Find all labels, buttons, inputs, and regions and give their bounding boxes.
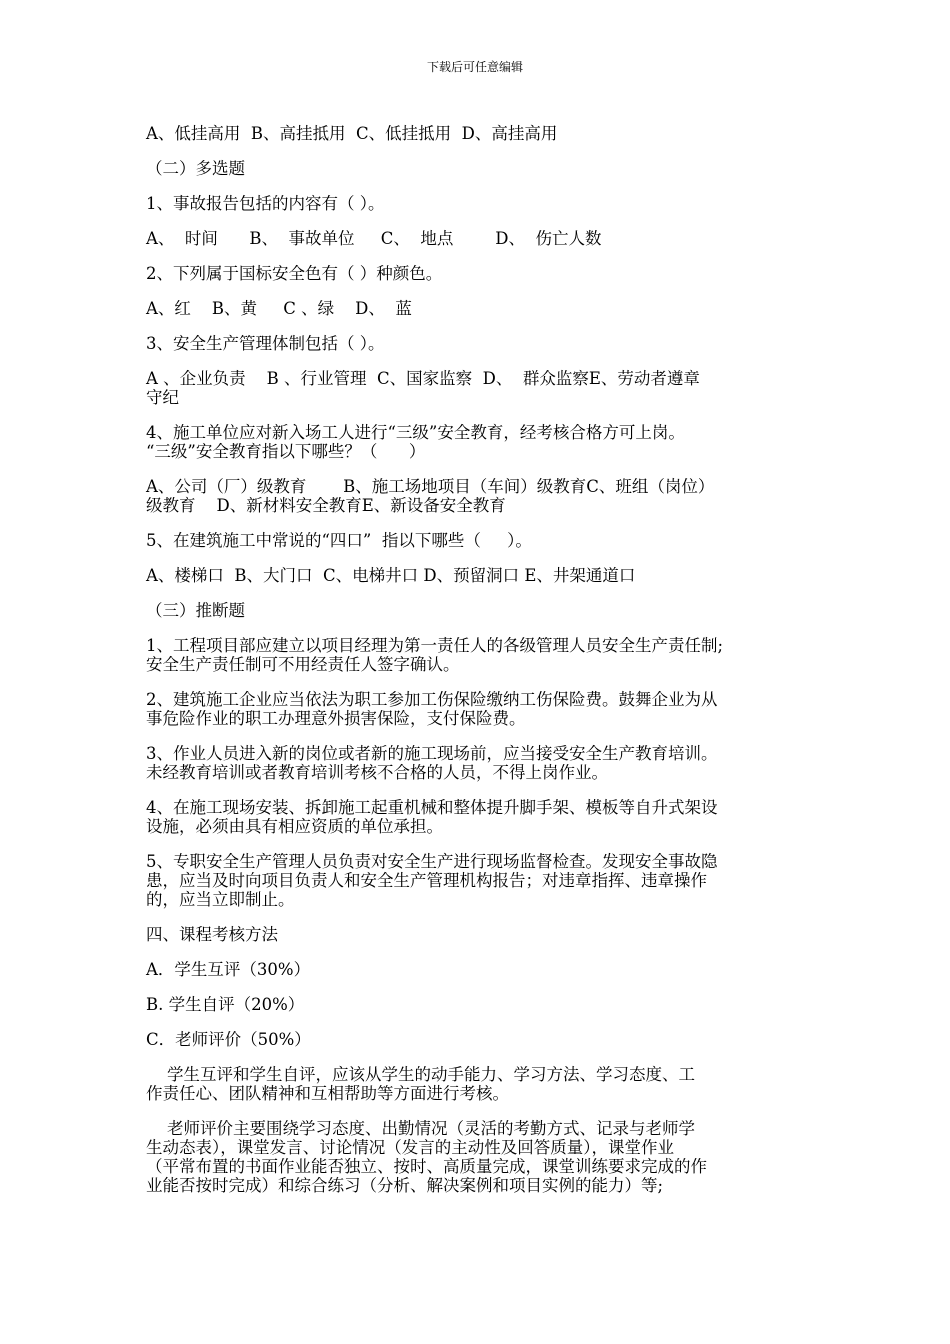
text-line: 级教育 D、新材料安全教育E、新设备安全教育 <box>146 496 506 515</box>
text-line: A、 时间 B、 事故单位 C、 地点 D、 伤亡人数 <box>146 229 602 248</box>
text-line: 5、专职安全生产管理人员负责对安全生产进行现场监督检查。发现安全事故隐 <box>146 852 718 871</box>
paragraph <box>146 798 818 836</box>
text-line: 1、事故报告包括的内容有（ ）。 <box>146 194 385 213</box>
text-line: 3、安全生产管理体制包括（ ）。 <box>146 334 385 353</box>
text-line: 患，应当及时向项目负责人和安全生产管理机构报告；对违章指挥、违章操作 <box>146 871 707 890</box>
text-line: A、红 B、黄 C 、绿 D、 蓝 <box>146 299 412 318</box>
text-line: C．老师评价（50%） <box>146 1030 311 1049</box>
text-line: 4、施工单位应对新入场工人进行“三级”安全教育，经考核合格方可上岗。 <box>146 423 685 442</box>
text-line: 3、作业人员进入新的岗位或者新的施工现场前，应当接受安全生产教育培训。 <box>146 744 718 763</box>
text-line: 事危险作业的职工办理意外损害保险，支付保险费。 <box>146 709 526 728</box>
text-line: 5、在建筑施工中常说的“四口” 指以下哪些（ ）。 <box>146 531 532 550</box>
text-line: 安全生产责任制可不用经责任人签字确认。 <box>146 655 460 674</box>
text-line: （平常布置的书面作业能否独立、按时、高质量完成，课堂训练要求完成的作 <box>146 1157 707 1176</box>
text-line: 守纪 <box>146 388 179 407</box>
text-line: 2、下列属于国标安全色有（ ）种颜色。 <box>146 264 443 283</box>
text-line: 业能否按时完成）和综合练习（分析、解决案例和项目实例的能力）等; <box>146 1176 664 1195</box>
text-line: 1、工程项目部应建立以项目经理为第一责任人的各级管理人员安全生产责任制; <box>146 636 724 655</box>
paragraph <box>146 566 818 585</box>
text-line: A 、企业负责 B 、行业管理 C、国家监察 D、 群众监察E、劳动者遵章 <box>146 369 700 388</box>
text-line: 2、建筑施工企业应当依法为职工参加工伤保险缴纳工伤保险费。鼓舞企业为从 <box>146 690 718 709</box>
paragraph <box>146 159 818 178</box>
text-line: “三级”安全教育指以下哪些？（ ） <box>146 442 426 461</box>
text-line: 生动态表），课堂发言、讨论情况（发言的主动性及回答质量），课堂作业 <box>146 1138 674 1157</box>
text-line: 未经教育培训或者教育培训考核不合格的人员，不得上岗作业。 <box>146 763 608 782</box>
text-line: 的，应当立即制止。 <box>146 890 295 909</box>
text-line: A．学生互评（30%） <box>146 960 311 979</box>
text-line: 老师评价主要围绕学习态度、出勤情况（灵活的考勤方式、记录与老师学 <box>146 1119 695 1138</box>
text-line: A、公司（厂）级教育 B、施工场地项目（车间）级教育C、班组（岗位） <box>146 477 715 496</box>
paragraph <box>146 995 818 1014</box>
paragraph <box>146 1119 818 1195</box>
page-header: 下载后可任意编辑 <box>426 60 523 74</box>
text-line: A、楼梯口 B、大门口 C、电梯井口 D、预留洞口 E、井架通道口 <box>146 566 636 585</box>
paragraph <box>146 194 818 213</box>
text-line: 四、课程考核方法 <box>146 925 278 944</box>
paragraph <box>146 229 818 248</box>
text-line: B. 学生自评（20%） <box>146 995 305 1014</box>
paragraph <box>146 299 818 318</box>
paragraph <box>146 601 818 620</box>
document-body <box>146 124 818 1211</box>
paragraph <box>146 960 818 979</box>
paragraph <box>146 1030 818 1049</box>
text-line: 4、在施工现场安装、拆卸施工起重机械和整体提升脚手架、模板等自升式架设 <box>146 798 718 817</box>
text-line: （三）推断题 <box>146 601 245 620</box>
paragraph <box>146 531 818 550</box>
paragraph <box>146 690 818 728</box>
paragraph <box>146 477 818 515</box>
paragraph <box>146 369 818 407</box>
text-line: A、低挂高用 B、高挂抵用 C、低挂抵用 D、高挂高用 <box>146 124 558 143</box>
text-line: 设施，必须由具有相应资质的单位承担。 <box>146 817 443 836</box>
paragraph <box>146 636 818 674</box>
paragraph <box>146 744 818 782</box>
paragraph <box>146 423 818 461</box>
text-line: （二）多选题 <box>146 159 245 178</box>
paragraph <box>146 264 818 283</box>
paragraph <box>146 852 818 909</box>
text-line: 作责任心、团队精神和互相帮助等方面进行考核。 <box>146 1084 509 1103</box>
paragraph <box>146 925 818 944</box>
text-line: 学生互评和学生自评，应该从学生的动手能力、学习方法、学习态度、工 <box>146 1065 695 1084</box>
paragraph <box>146 1065 818 1103</box>
paragraph <box>146 124 818 143</box>
paragraph <box>146 334 818 353</box>
